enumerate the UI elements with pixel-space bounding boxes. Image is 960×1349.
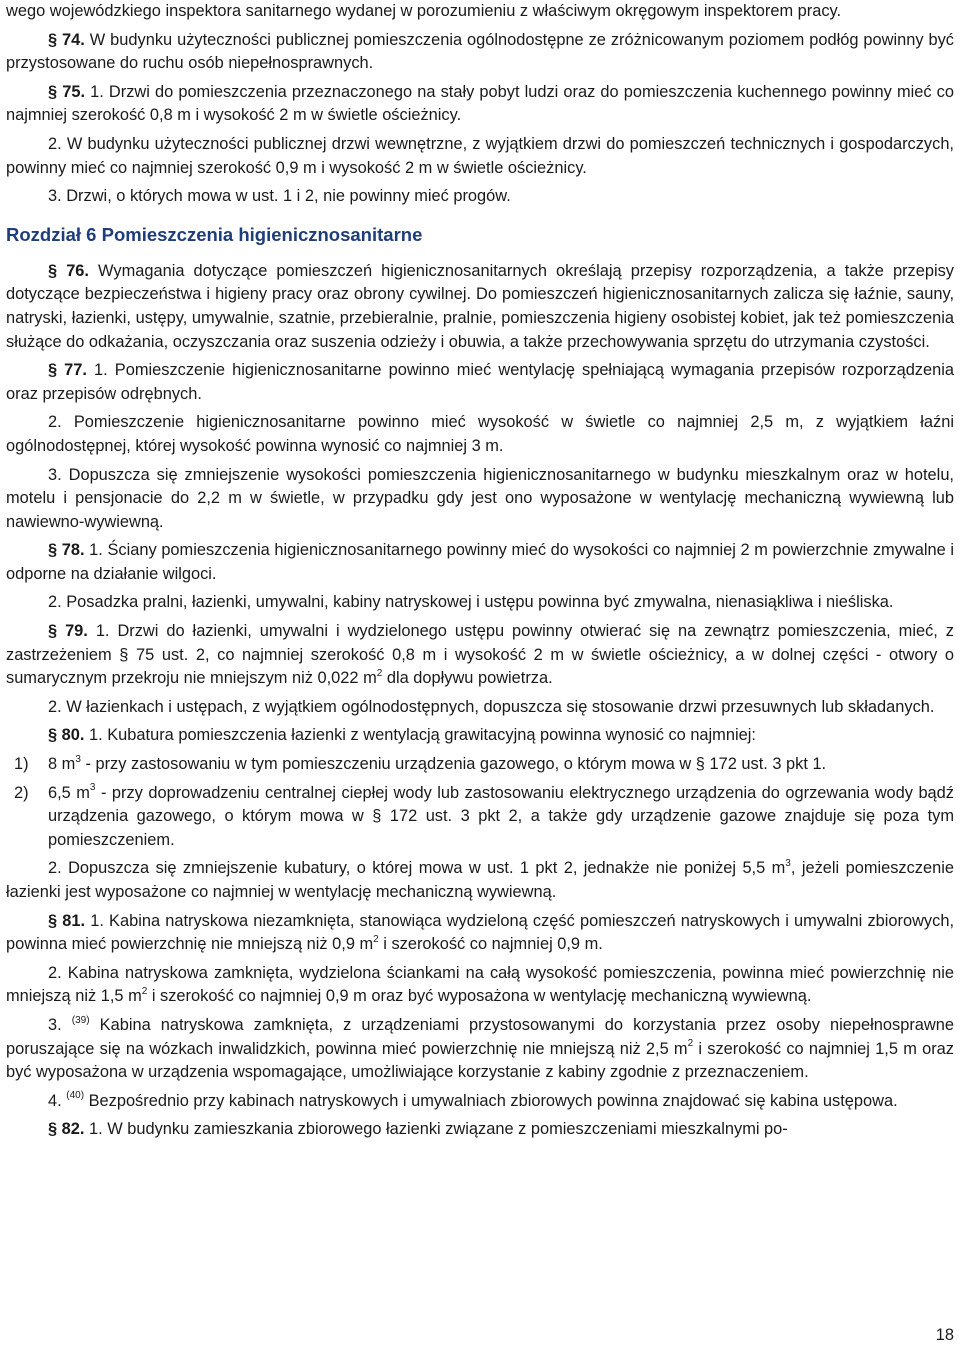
superscript: 3 (785, 857, 791, 869)
section-75-p1 (6, 81, 954, 128)
section-text: dla dopływu powietrza. (382, 669, 553, 688)
section-text: W budynku użyteczności publicznej pomieszczenia ogólnodostępne ze zróżnicowanym poziomem podłóg powinny być przystosowane do ruchu osób niepełnosprawnych. (6, 30, 954, 73)
section-number: § 82. (48, 1120, 85, 1139)
section-text: i szerokość co najmniej 0,9 m oraz być wyposażona w wentylację mechaniczną wywiewną. (147, 987, 812, 1006)
footnote-reference[interactable]: (40) (66, 1090, 85, 1102)
section-reference-link[interactable]: § 172 (372, 807, 418, 826)
section-77-p2: 2. Pomieszczenie higienicznosanitarne powinno mieć wysokość w świetle co najmniej 2,5 m, z wyjątkiem łaźni ogólnodostępnej, której wysokość powinna wynosić co najmniej 3 m. (6, 413, 954, 455)
section-80-p2 (6, 857, 954, 904)
section-text: 1. Kabina natryskowa niezamknięta, stanowiąca wydzieloną część pomieszczeń natryskowych i umywalni zbiorowych, powinna mieć powierzchnię nie mniejszą niż 0,9 m (6, 911, 954, 954)
list-item-text: - przy doprowadzeniu centralnej ciepłej wody lub zastosowaniu elektrycznego urządzenia do ogrzewania wody bądź urządzenia gazowego, o którym mowa w (48, 783, 954, 826)
section-text: i szerokość co najmniej 0,9 m. (378, 935, 603, 954)
section-82 (6, 1118, 954, 1142)
section-text: i szerokość co najmniej 1,5 m oraz być wyposażona w urządzenia wspomagające, umożliwiające korzystanie z kabiny zgodnie z przeznaczeniem. (6, 1039, 954, 1082)
section-text: 1. Drzwi do łazienki, umywalni i wydzielonego ustępu powinny otwierać się na zewnątrz pomieszczenia, mieć, z zastrzeżeniem (6, 622, 954, 664)
section-number: § 79. (48, 622, 88, 641)
list-item-text: ust. 3 pkt 2, a także gdy urządzenie gazowe znajduje się poza tym pomieszczeniem. (48, 807, 954, 849)
section-text: 1. Ściany pomieszczenia higienicznosanitarnego powinny mieć do wysokości co najmniej 2 m powierzchnie zmywalne i odporne na działanie wilgoci. (6, 541, 954, 583)
section-text: 1. Pomieszczenie higienicznosanitarne powinno mieć wentylację spełniającą wymagania przepisów rozporządzenia oraz przepisów odrębnych. (6, 361, 954, 403)
section-75-p2: 2. W budynku użyteczności publicznej drzwi wewnętrzne, z wyjątkiem drzwi do pomieszczeń technicznych i gospodarczych, powinny mieć co najmniej szerokość 0,9 m i wysokość 2 m w świetle ościeżnicy. (6, 134, 954, 177)
section-text: Bezpośrednio przy kabinach natryskowych i umywalniach zbiorowych powinna znajdować się kabina ustępowa. (84, 1091, 898, 1110)
chapter-heading: Rozdział 6 Pomieszczenia higienicznosanitarne (6, 223, 423, 245)
section-text: Wymagania dotyczące pomieszczeń higienicznosanitarnych określają przepisy rozporządzenia, a także przepisy dotyczące bezpieczeństwa i higieny pracy oraz obrony cywilnej. Do pomieszczeń higienicznosanitarnych zalicza się łaźnie, sauny, natryski, łazienki, ustępy, umywalnie, szatnie, przebieralnie, pralnie, pomieszczenia higieny osobistej kobiet, jak też pomieszczenia służące do odkażania, oczyszczania oraz suszenia odzieży i obuwia, a także przechowywania sprzętu do utrzymania czystości. (6, 261, 954, 351)
list-item-text: 6,5 m (48, 783, 90, 802)
section-reference-link[interactable]: § 172 (695, 755, 737, 774)
section-76 (6, 260, 954, 354)
list-item (6, 753, 954, 777)
section-80-p1 (6, 724, 954, 748)
section-79-p2: 2. W łazienkach i ustępach, z wyjątkiem ogólnodostępnych, dopuszcza się stosowanie drzwi przesuwnych lub składanych. (48, 697, 935, 716)
section-81-p4 (6, 1090, 954, 1114)
section-78-p1 (6, 539, 954, 586)
section-text: ust. 2, co najmniej szerokość 0,8 m i wysokość 2 m w świetle ościeżnicy, a w dolnej części - otwory o sumarycznym przekroju nie mniejszym niż 0,022 m (6, 645, 954, 688)
section-reference-link[interactable]: § 75 (119, 645, 155, 664)
section-number: § 78. (48, 541, 85, 560)
list-item-text: 8 m (48, 755, 76, 774)
section-text: Kabina natryskowa zamknięta, z urządzeniami przystosowanymi do korzystania przez osoby niepełnosprawne poruszające się na wózkach inwalidzkich, powinna mieć powierzchnię nie mniejszą niż 2,5 m (6, 1015, 954, 1058)
list-item-text: - przy zastosowaniu w tym pomieszczeniu urządzenia gazowego, o którym mowa w (80, 755, 696, 774)
section-81-p2 (6, 962, 954, 1009)
section-text: 1. Drzwi do pomieszczenia przeznaczonego na stały pobyt ludzi oraz do pomieszczenia kuchennego powinny mieć co najmniej szerokość 0,8 m i wysokość 2 m w świetle ościeżnicy. (6, 82, 954, 125)
section-text: , jeżeli pomieszczenie łazienki jest wyposażone co najmniej w wentylację mechaniczną wywiewną. (6, 859, 954, 901)
section-75-p3: 3. Drzwi, o których mowa w ust. 1 i 2, nie powinny mieć progów. (48, 187, 511, 206)
paragraph-number: 4. (48, 1091, 62, 1110)
section-74 (6, 29, 954, 76)
section-number: § 76. (48, 261, 89, 280)
page-number: 18 (935, 1326, 954, 1344)
section-81-p1 (6, 910, 954, 957)
superscript: 2 (141, 985, 148, 997)
section-text: 2. Kabina natryskowa zamknięta, wydzielona ściankami na całą wysokość pomieszczenia, powinna mieć powierzchnię nie mniejszą niż 1,5 m (6, 963, 954, 1006)
footnote-reference[interactable]: (39) (71, 1014, 90, 1026)
section-80-list (6, 753, 954, 852)
paragraph-number: 3. (48, 1015, 62, 1034)
section-79-p1 (6, 620, 954, 691)
superscript: 2 (687, 1038, 694, 1050)
section-number: § 74. (48, 30, 85, 49)
section-number: § 80. (48, 726, 85, 745)
superscript: 3 (75, 753, 81, 765)
section-77-p1 (6, 359, 954, 406)
section-78-p2: 2. Posadzka pralni, łazienki, umywalni, kabiny natryskowej i ustępu powinna być zmywalna, nienasiąkliwa i nieśliska. (48, 593, 894, 612)
section-text: 2. Dopuszcza się zmniejszenie kubatury, o której mowa w ust. 1 pkt 2, jednakże nie poniżej 5,5 m (48, 859, 786, 878)
section-81-p3 (6, 1014, 954, 1085)
section-text: 1. Kubatura pomieszczenia łazienki z wentylacją grawitacyjną powinna wynosić co najmniej: (84, 726, 756, 745)
section-text: 1. W budynku zamieszkania zbiorowego łazienki związane z pomieszczeniami mieszkalnymi po- (84, 1120, 788, 1139)
section-number: § 75. (48, 82, 86, 101)
list-item-number: 2) (14, 783, 29, 802)
section-77-p3: 3. Dopuszcza się zmniejszenie wysokości pomieszczenia higienicznosanitarnego w budynku mieszkalnym oraz w hotelu, motelu i pensjonacie do 2,2 m w świetle, w przypadku gdy jest ono wyposażone w wentylację mechaniczną wywiewną lub nawiewno-wywiewną. (6, 465, 954, 531)
superscript: 2 (376, 667, 383, 679)
section-number: § 81. (48, 911, 86, 930)
superscript: 3 (89, 782, 96, 794)
list-item-text: ust. 3 pkt 1. (736, 755, 827, 774)
list-item-number: 1) (14, 755, 29, 774)
list-item (6, 782, 954, 853)
paragraph-continuation: wego wojewódzkiego inspektora sanitarnego wydanej w porozumieniu z właściwym okręgowym inspektorem pracy. (6, 2, 842, 20)
superscript: 2 (373, 933, 379, 945)
section-number: § 77. (48, 361, 87, 380)
